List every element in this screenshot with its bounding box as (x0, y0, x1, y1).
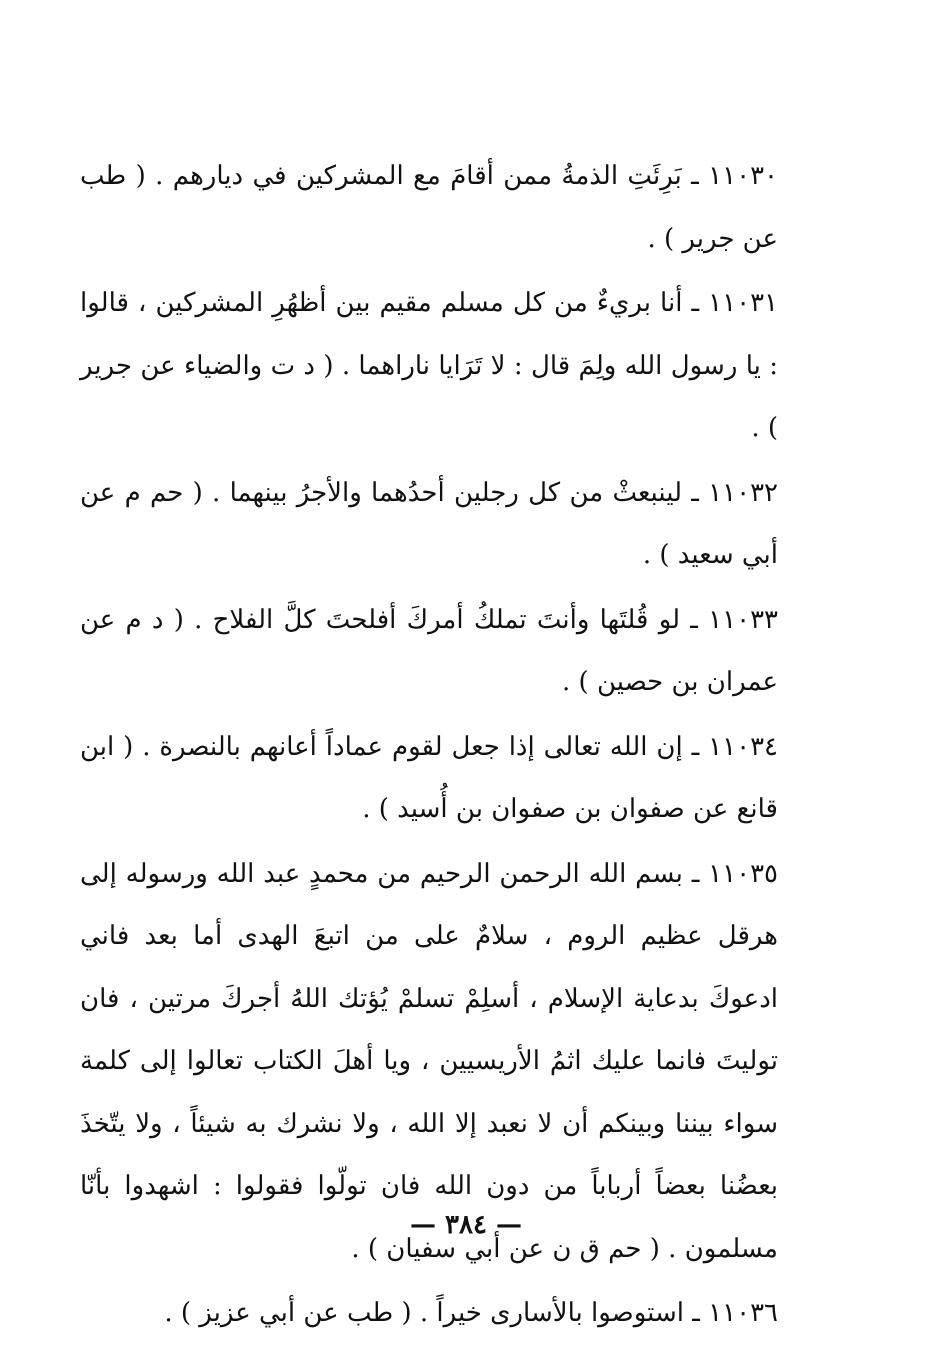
hadith-entry-11031: ١١٠٣١ ـ أنا بريءٌ من كل مسلم مقيم بين أظهُرِ المشركين ، قالوا : يا رسول الله ولِمَ قال : لا تَرَايا ناراهما . ( د ت والضياء عن جرير ) . (80, 288, 778, 443)
hadith-entry-11030: ١١٠٣٠ ـ بَرِئَتِ الذمةُ ممن أقامَ مع المشركين في ديارهم . ( طب عن جرير ) . (80, 161, 778, 254)
hadith-entry-11032: ١١٠٣٢ ـ لينبعثْ من كل رجلين أحدُهما والأجرُ بينهما . ( حم م عن أبي سعيد ) . (80, 477, 778, 570)
hadith-entry-11036: ١١٠٣٦ ـ استوصوا بالأسارى خيراً . ( طب عن أبي عزيز ) . (164, 1298, 778, 1328)
hadith-entry-11033: ١١٠٣٣ ـ لو قُلتَها وأنتَ تملكُ أمركَ أفلحتَ كلَّ الفلاح . ( د م عن عمران بن حصين ) . (80, 604, 778, 697)
hadith-text-block (80, 145, 778, 1345)
hadith-entry-11034: ١١٠٣٤ ـ إن الله تعالى إذا جعل لقوم عماداً أعانهم بالنصرة . ( ابن قانع عن صفوان بن صفوان بن أُسيد ) . (80, 731, 778, 824)
page-number: — ٣٨٤ — (409, 1210, 523, 1240)
hadith-entry-11035: ١١٠٣٥ ـ بسم الله الرحمن الرحيم من محمدٍ عبد الله ورسوله إلى هرقل عظيم الروم ، سلامٌ على من اتبعَ الهدى أما بعد فاني ادعوكَ بدعاية الإسلام ، أسلِمْ تسلمْ يُؤتك اللهُ أجركَ مرتين ، فان توليتَ فانما عليك اثمُ الأريسيين ، ويا أهلَ الكتاب تعالوا إلى كلمة سواء بيننا وبينكم أن لا نعبد إلا الله ، ولا نشرك به شيئاً ، ولا يتّخذَ بعضُنا بعضاً أرباباً من دون الله فان تولّوا فقولوا : اشهدوا بأنّا مسلمون . ( حم ق ن عن أبي سفيان ) . (80, 858, 778, 1264)
